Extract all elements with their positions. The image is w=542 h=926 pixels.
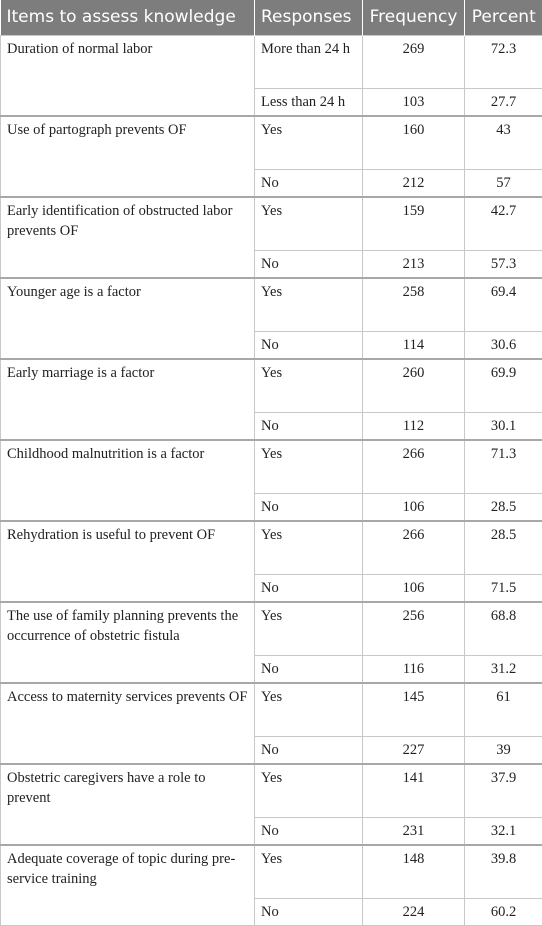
frequency-cell: 159 <box>363 197 465 251</box>
table-row <box>1 278 542 332</box>
percent-cell: 68.8 <box>465 602 542 656</box>
response-cell: No <box>255 331 363 359</box>
percent-cell: 39.8 <box>465 845 542 899</box>
percent-cell: 72.3 <box>465 35 542 88</box>
response-cell: Yes <box>255 359 363 413</box>
response-cell: Yes <box>255 764 363 818</box>
percent-cell: 42.7 <box>465 197 542 251</box>
percent-cell: 71.3 <box>465 440 542 494</box>
percent-cell: 69.9 <box>465 359 542 413</box>
response-cell: No <box>255 736 363 764</box>
response-cell: No <box>255 574 363 602</box>
frequency-cell: 106 <box>363 574 465 602</box>
frequency-cell: 106 <box>363 493 465 521</box>
frequency-cell: 258 <box>363 278 465 332</box>
response-cell: No <box>255 817 363 845</box>
response-cell: Yes <box>255 440 363 494</box>
item-cell: The use of family planning prevents the occurrence of obstetric fistula <box>1 602 255 683</box>
item-cell: Early identification of obstructed labor prevents OF <box>1 197 255 278</box>
percent-cell: 28.5 <box>465 521 542 575</box>
header-items: Items to assess knowledge <box>1 0 255 35</box>
table-row <box>1 764 542 818</box>
table-row <box>1 359 542 413</box>
response-cell: Yes <box>255 521 363 575</box>
percent-cell: 60.2 <box>465 898 542 925</box>
table-row <box>1 116 542 170</box>
percent-cell: 39 <box>465 736 542 764</box>
percent-cell: 30.6 <box>465 331 542 359</box>
response-cell: No <box>255 655 363 683</box>
percent-cell: 30.1 <box>465 412 542 440</box>
table-row <box>1 602 542 656</box>
item-cell: Younger age is a factor <box>1 278 255 359</box>
frequency-cell: 212 <box>363 169 465 197</box>
response-cell: More than 24 h <box>255 35 363 88</box>
percent-cell: 27.7 <box>465 88 542 116</box>
table-row <box>1 440 542 494</box>
item-cell: Access to maternity services prevents OF <box>1 683 255 764</box>
table-header <box>1 0 542 35</box>
percent-cell: 69.4 <box>465 278 542 332</box>
item-cell: Duration of normal labor <box>1 35 255 116</box>
response-cell: Yes <box>255 197 363 251</box>
percent-cell: 37.9 <box>465 764 542 818</box>
frequency-cell: 227 <box>363 736 465 764</box>
frequency-cell: 266 <box>363 521 465 575</box>
item-cell: Childhood malnutrition is a factor <box>1 440 255 521</box>
table-row <box>1 683 542 737</box>
table-row <box>1 197 542 251</box>
response-cell: No <box>255 493 363 521</box>
frequency-cell: 112 <box>363 412 465 440</box>
frequency-cell: 231 <box>363 817 465 845</box>
header-frequency: Frequency <box>363 0 465 35</box>
response-cell: Less than 24 h <box>255 88 363 116</box>
response-cell: Yes <box>255 116 363 170</box>
header-responses: Responses <box>255 0 363 35</box>
response-cell: No <box>255 412 363 440</box>
item-cell: Obstetric caregivers have a role to prevent <box>1 764 255 845</box>
table-row <box>1 521 542 575</box>
response-cell: Yes <box>255 602 363 656</box>
table-row <box>1 35 542 88</box>
response-cell: Yes <box>255 845 363 899</box>
percent-cell: 31.2 <box>465 655 542 683</box>
item-cell: Use of partograph prevents OF <box>1 116 255 197</box>
response-cell: No <box>255 169 363 197</box>
header-row <box>1 0 542 35</box>
response-cell: No <box>255 898 363 925</box>
frequency-cell: 116 <box>363 655 465 683</box>
frequency-cell: 260 <box>363 359 465 413</box>
frequency-cell: 114 <box>363 331 465 359</box>
table-body <box>1 35 542 925</box>
item-cell: Rehydration is useful to prevent OF <box>1 521 255 602</box>
percent-cell: 61 <box>465 683 542 737</box>
percent-cell: 57 <box>465 169 542 197</box>
percent-cell: 28.5 <box>465 493 542 521</box>
percent-cell: 57.3 <box>465 250 542 278</box>
item-cell: Early marriage is a factor <box>1 359 255 440</box>
response-cell: Yes <box>255 683 363 737</box>
frequency-cell: 224 <box>363 898 465 925</box>
frequency-cell: 148 <box>363 845 465 899</box>
frequency-cell: 145 <box>363 683 465 737</box>
response-cell: No <box>255 250 363 278</box>
response-cell: Yes <box>255 278 363 332</box>
item-cell: Adequate coverage of topic during pre-service training <box>1 845 255 926</box>
frequency-cell: 213 <box>363 250 465 278</box>
frequency-cell: 256 <box>363 602 465 656</box>
header-percent: Percent <box>465 0 542 35</box>
frequency-cell: 269 <box>363 35 465 88</box>
frequency-cell: 266 <box>363 440 465 494</box>
percent-cell: 43 <box>465 116 542 170</box>
percent-cell: 32.1 <box>465 817 542 845</box>
frequency-cell: 141 <box>363 764 465 818</box>
frequency-cell: 103 <box>363 88 465 116</box>
table-row <box>1 845 542 899</box>
percent-cell: 71.5 <box>465 574 542 602</box>
frequency-cell: 160 <box>363 116 465 170</box>
